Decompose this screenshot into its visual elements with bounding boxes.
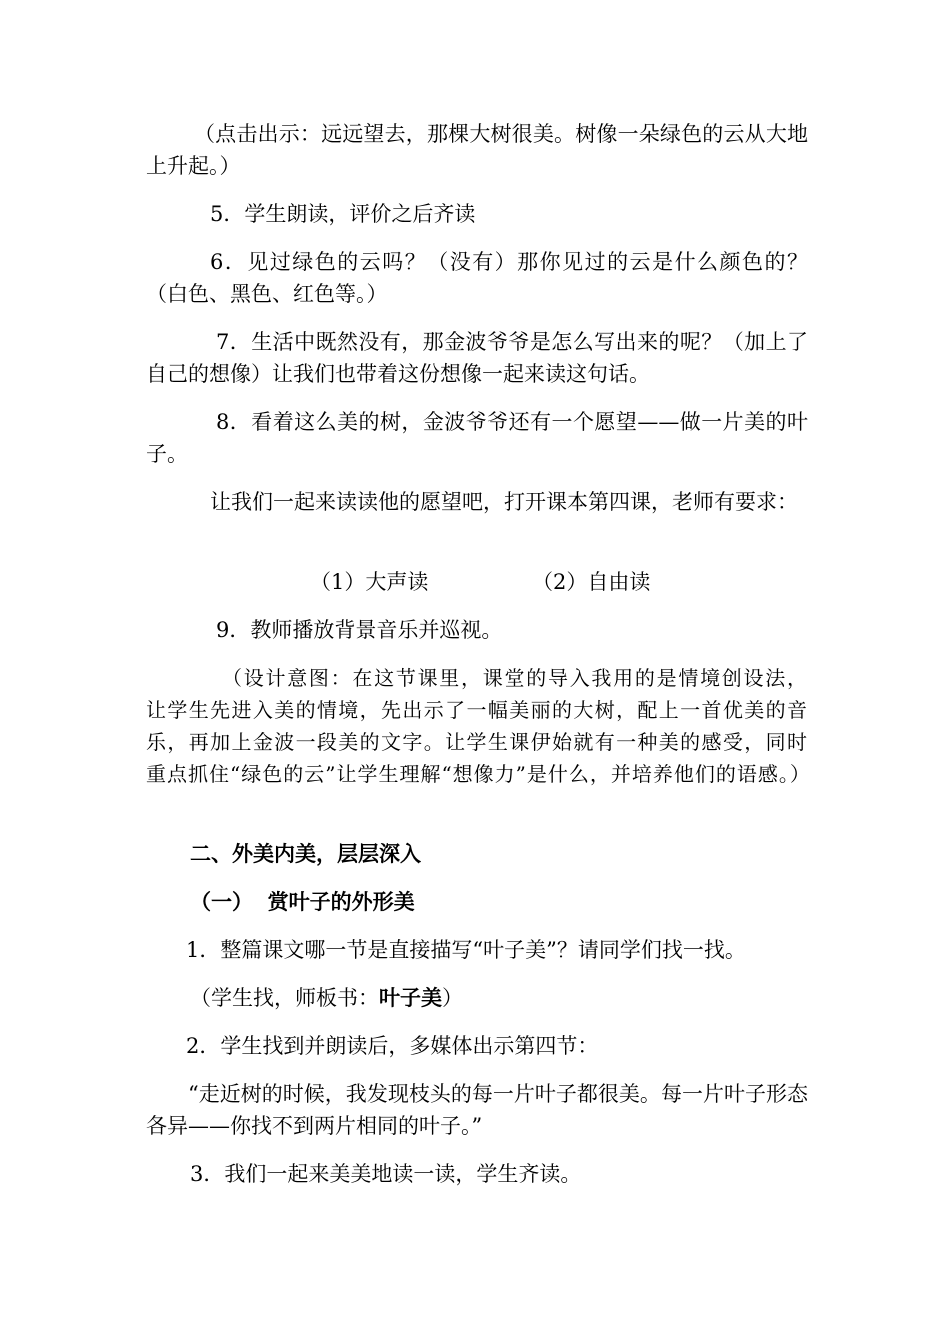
paragraph-step-6: 6．见过绿色的云吗？（没有）那你见过的云是什么颜色的？（白色、黑色、红色等。） — [146, 250, 808, 306]
board-writing-prefix: （学生找，师板书： — [190, 986, 379, 1010]
paragraph-step-5: 5．学生朗读，评价之后齐读 — [210, 202, 476, 226]
paragraph-open-textbook: 让我们一起来读读他的愿望吧，打开课本第四课，老师有要求： — [210, 490, 798, 514]
paragraph-multimedia-display: 2．学生找到并朗读后，多媒体出示第四节： — [186, 1034, 599, 1058]
board-writing-keyword: 叶子美 — [379, 986, 442, 1010]
subsection-heading-1: （一） 赏叶子的外形美 — [190, 890, 415, 914]
paragraph-click-display: （点击出示：远远望去，那棵大树很美。树像一朵绿色的云从大地上升起。） — [146, 122, 808, 178]
paragraph-quoted-text: “走近树的时候，我发现枝头的每一片叶子都很美。每一片叶子形态各异——你找不到两片相同的叶子。” — [146, 1082, 808, 1138]
paragraph-design-intent: （设计意图：在这节课里，课堂的导入我用的是情境创设法，让学生先进入美的情境，先出示了一幅美丽的大树，配上一首优美的音乐，再加上金波一段美的文字。让学生课伊始就有一种美的感受，同时重点抓住“绿色的云”让学生理解“想像力”是什么，并培养他们的语感。） — [146, 666, 811, 786]
requirement-read-aloud: （1）大声读 — [310, 570, 429, 594]
paragraph-step-9: 9．教师播放背景音乐并巡视。 — [216, 618, 503, 642]
section-heading-2: 二、外美内美，层层深入 — [190, 842, 421, 866]
board-writing-suffix: ） — [442, 986, 463, 1010]
paragraph-read-together: 3．我们一起来美美地读一读，学生齐读。 — [190, 1162, 582, 1186]
paragraph-board-writing — [190, 982, 463, 1014]
requirement-read-freely: （2）自由读 — [532, 570, 651, 594]
paragraph-find-section: 1．整篇课文哪一节是直接描写“叶子美”？请同学们找一找。 — [186, 938, 746, 962]
paragraph-step-8: 8．看着这么美的树，金波爷爷还有一个愿望——做一片美的叶子。 — [146, 410, 808, 466]
paragraph-step-7: 7．生活中既然没有，那金波爷爷是怎么写出来的呢？（加上了自己的想像）让我们也带着这份想像一起来读这句话。 — [146, 330, 808, 386]
